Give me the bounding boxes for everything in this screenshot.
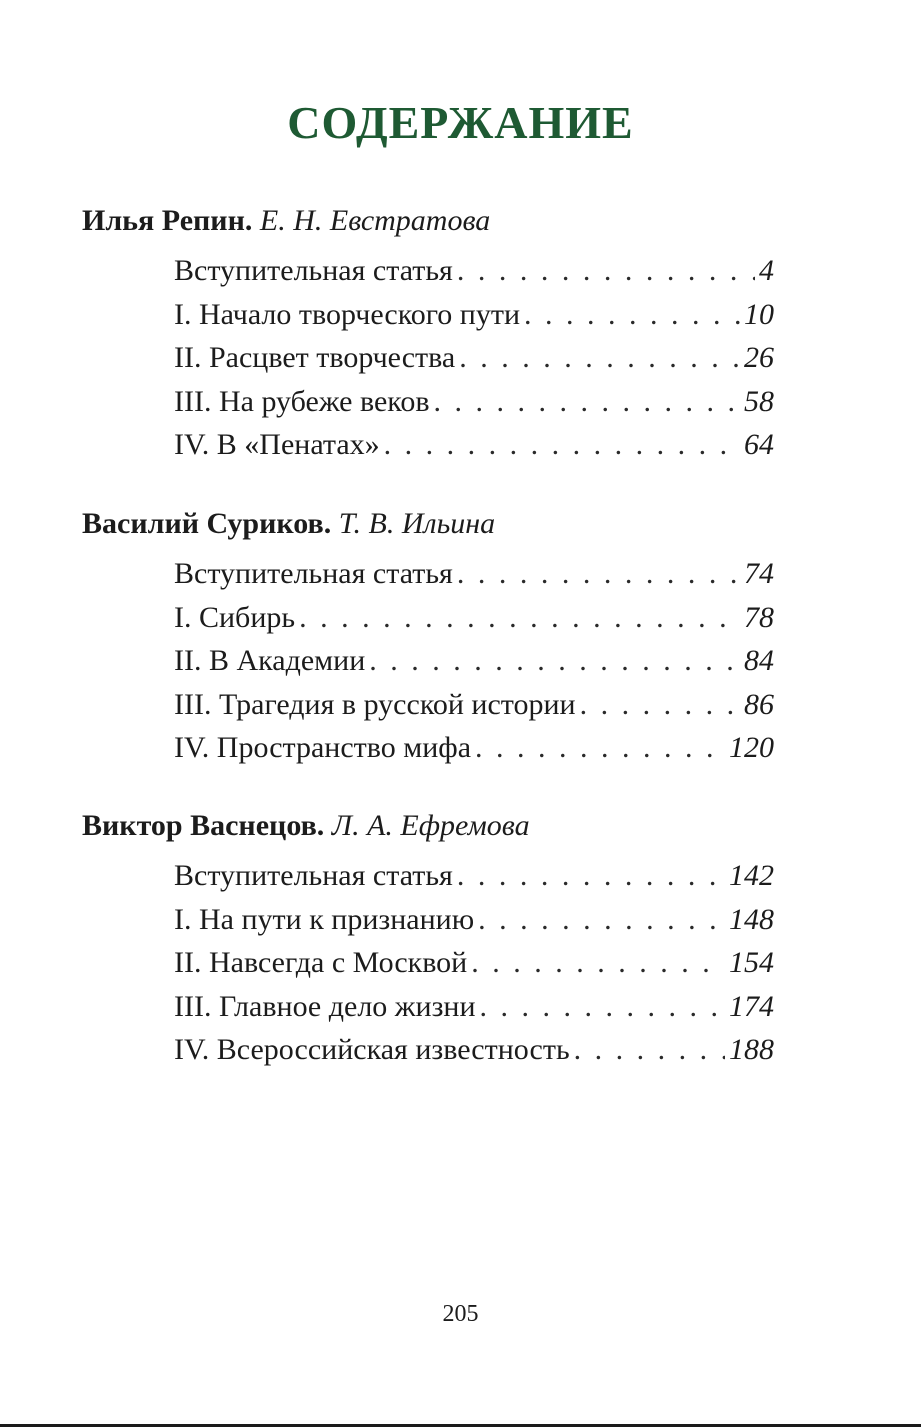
section-heading	[82, 806, 774, 846]
dot-leader	[384, 423, 740, 467]
toc-page-number: 64	[744, 428, 774, 461]
dot-leader	[574, 1028, 725, 1072]
toc-entry[interactable]	[174, 423, 774, 467]
dot-leader	[457, 249, 755, 293]
dot-leader	[457, 552, 740, 596]
toc-entry-title: IV. Всероссийская известность	[174, 1033, 570, 1066]
toc-page-number: 10	[744, 297, 774, 331]
toc-entry[interactable]	[174, 1028, 774, 1072]
dot-leader	[475, 726, 725, 770]
toc-entry[interactable]	[174, 683, 774, 727]
page-number: 205	[442, 1301, 479, 1327]
toc-section-repin	[82, 201, 774, 467]
toc-entry-title: II. Расцвет творчества	[174, 341, 456, 374]
toc-section-surikov	[82, 504, 774, 770]
toc-entry-title: Вступительная статья	[174, 859, 453, 892]
dot-leader	[434, 380, 740, 424]
author-name: Т. В. Ильина	[338, 507, 496, 540]
toc-page-number: 58	[744, 384, 774, 418]
toc-section-vasnetsov	[82, 806, 774, 1072]
toc-page-number: 84	[744, 644, 774, 677]
toc-page-number: 86	[744, 687, 774, 721]
toc-entry-title: Вступительная статья	[174, 254, 453, 287]
toc-page-number: 78	[744, 600, 774, 634]
toc-entry[interactable]	[174, 898, 774, 942]
toc-page-number: 4	[759, 254, 774, 287]
toc-entry-title: I. Начало творческого пути	[174, 297, 521, 331]
toc-entry-title: II. В Академии	[174, 644, 366, 677]
toc-entry-title: IV. В «Пенатах»	[174, 428, 380, 461]
toc-entry[interactable]	[174, 941, 774, 985]
toc-list	[174, 854, 774, 1072]
dot-leader	[457, 854, 725, 898]
toc-entry-title: Вступительная статья	[174, 557, 453, 590]
toc-entry[interactable]	[174, 726, 774, 770]
toc-entry[interactable]	[174, 336, 774, 380]
toc-entry-title: IV. Пространство мифа	[174, 731, 472, 764]
dot-leader	[369, 639, 740, 683]
dot-leader	[459, 336, 740, 380]
toc-page-number: 120	[729, 731, 774, 764]
toc-entry-title: III. Главное дело жизни	[174, 989, 476, 1023]
section-heading	[82, 504, 774, 544]
toc-page-number: 174	[729, 989, 774, 1023]
toc-entry[interactable]	[174, 639, 774, 683]
toc-entry[interactable]	[174, 854, 774, 898]
toc-list	[174, 249, 774, 467]
artist-name: Виктор Васнецов.	[82, 809, 325, 842]
dot-leader	[299, 596, 740, 640]
author-name: Л. А. Ефремова	[331, 809, 530, 842]
toc-entry[interactable]	[174, 552, 774, 596]
toc-list	[174, 552, 774, 770]
artist-name: Василий Суриков.	[82, 507, 332, 540]
toc-page-number: 188	[729, 1033, 774, 1066]
section-heading	[82, 201, 774, 241]
toc-page-number: 148	[729, 902, 774, 936]
toc-page-number: 26	[744, 341, 774, 374]
toc-entry[interactable]	[174, 249, 774, 293]
toc-entry-title: I. На пути к признанию	[174, 902, 475, 936]
toc-page-number: 142	[729, 859, 774, 892]
artist-name: Илья Репин.	[82, 204, 253, 237]
page-title: СОДЕРЖАНИЕ	[287, 97, 634, 148]
toc-entry[interactable]	[174, 596, 774, 640]
author-name: Е. Н. Евстратова	[259, 204, 491, 237]
toc-entry-title: I. Сибирь	[174, 600, 296, 634]
dot-leader	[580, 683, 740, 727]
toc-entry[interactable]	[174, 293, 774, 337]
toc-entry-title: II. Навсегда с Москвой	[174, 946, 468, 979]
dot-leader	[471, 941, 725, 985]
toc-entry-title: III. Трагедия в русской истории	[174, 687, 576, 721]
toc-entry[interactable]	[174, 985, 774, 1029]
toc-entry[interactable]	[174, 380, 774, 424]
toc-entry-title: III. На рубеже веков	[174, 384, 430, 418]
toc-page-number: 74	[744, 557, 774, 590]
toc-page-number: 154	[729, 946, 774, 979]
dot-leader	[524, 293, 740, 337]
dot-leader	[480, 985, 725, 1029]
dot-leader	[478, 898, 725, 942]
